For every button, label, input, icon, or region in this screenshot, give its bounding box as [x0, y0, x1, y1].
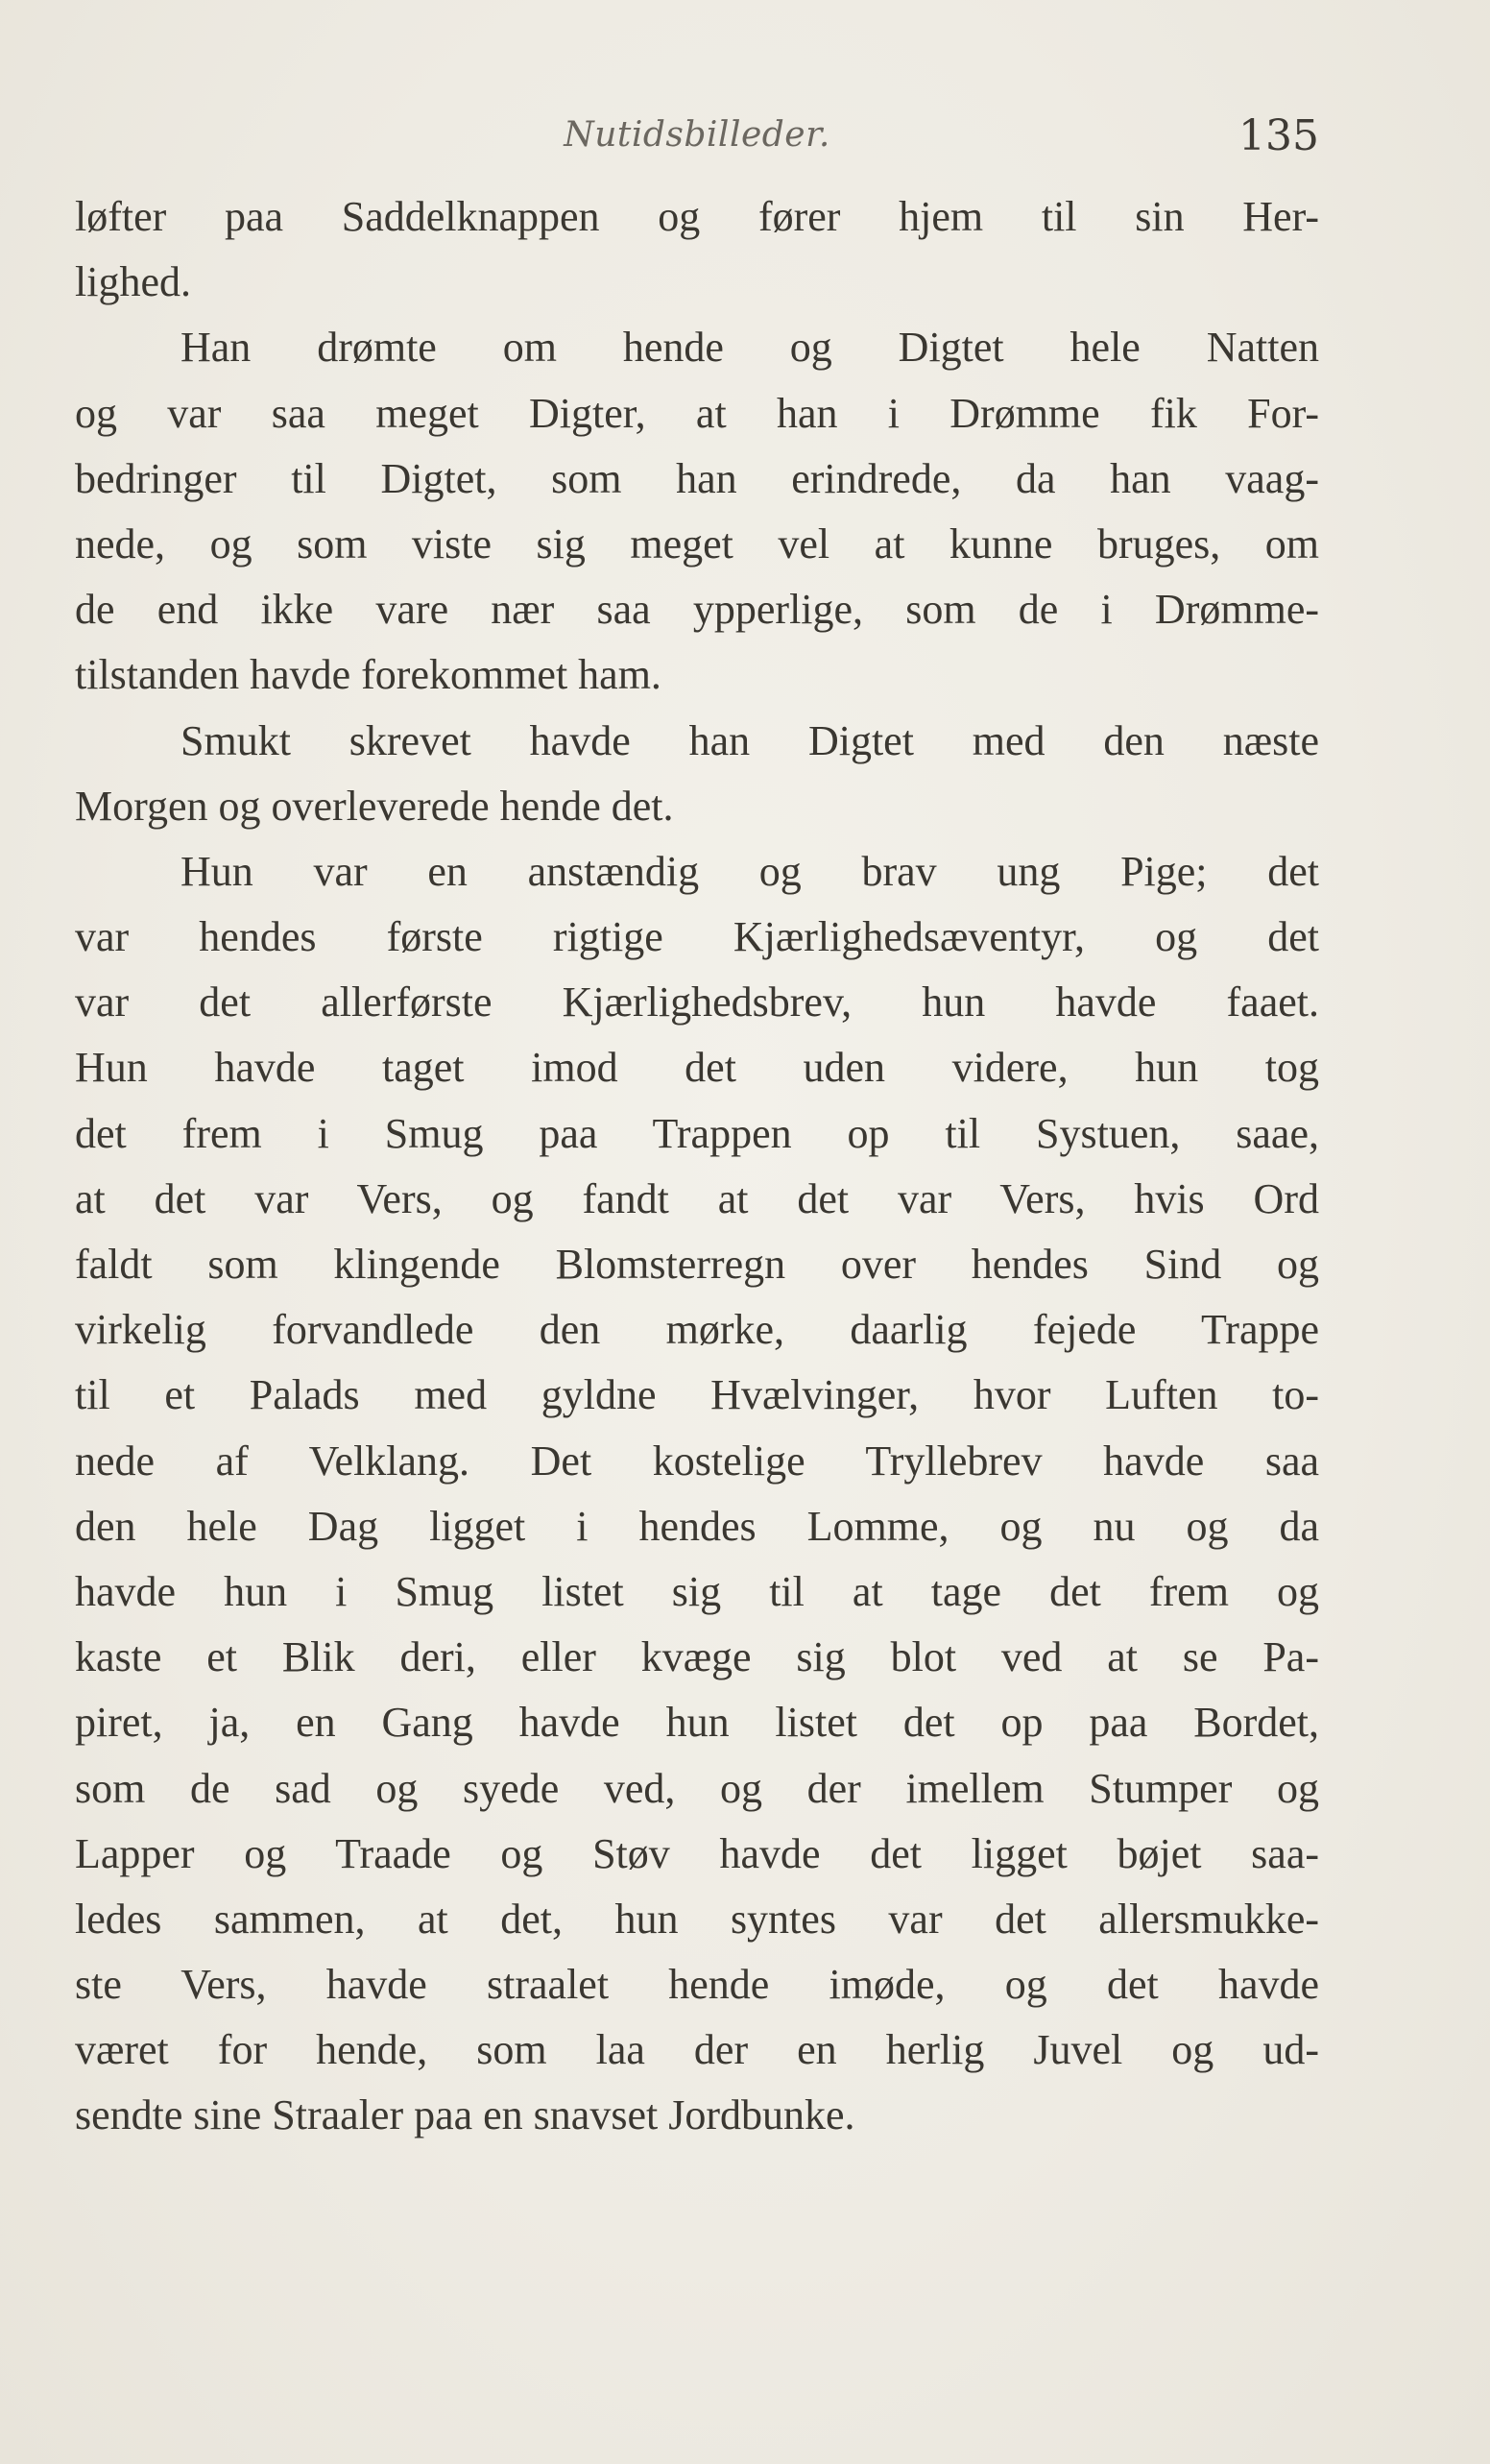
page-number: 135	[1238, 111, 1319, 160]
text-line: piret, ja, en Gang havde hun listet det op paa Bordet,	[75, 1699, 1319, 1747]
text-line: ledes sammen, at det, hun syntes var det allersmukke-	[75, 1895, 1319, 1943]
body-text	[75, 184, 1319, 2149]
text-line: faldt som klingende Blomsterregn over hendes Sind og	[75, 1241, 1319, 1288]
text-line: Morgen og overleverede hende det.	[75, 782, 674, 830]
text-line: at det var Vers, og fandt at det var Vers, hvis Ord	[75, 1174, 1319, 1222]
text-line: Hun var en anstændig og brav ung Pige; det	[180, 847, 1319, 895]
text-line: og var saa meget Digter, at han i Drømme fik For-	[75, 389, 1319, 437]
running-head	[75, 111, 1319, 169]
text-line: nede, og som viste sig meget vel at kunne bruges, om	[75, 519, 1319, 568]
text-line: tilstanden havde forekommet ham.	[75, 651, 661, 699]
running-head-title: Nutidsbilleder.	[564, 115, 830, 155]
text-line: løfter paa Saddelknappen og fører hjem til sin Her-	[75, 193, 1319, 240]
text-line: Hun havde taget imod det uden videre, hun tog	[75, 1044, 1319, 1092]
text-line: Han drømte om hende og Digtet hele Natten	[180, 324, 1319, 372]
text-line: nede af Velklang. Det kostelige Tryllebrev havde saa	[75, 1437, 1319, 1485]
text-line: Smukt skrevet havde han Digtet med den næste	[180, 716, 1319, 764]
text-line: været for hende, som laa der en herlig Juvel og ud-	[75, 2026, 1319, 2074]
text-line: bedringer til Digtet, som han erindrede, da han vaag-	[75, 454, 1319, 502]
text-line: til et Palads med gyldne Hvælvinger, hvor Luften to-	[75, 1371, 1319, 1419]
text-line: det frem i Smug paa Trappen op til Systuen, saae,	[75, 1109, 1319, 1157]
text-line: sendte sine Straaler paa en snavset Jordbunke.	[75, 2091, 855, 2139]
text-line: ste Vers, havde straalet hende imøde, og det havde	[75, 1961, 1319, 2009]
text-line: virkelig forvandlede den mørke, daarlig fejede Trappe	[75, 1306, 1319, 1354]
text-line: havde hun i Smug listet sig til at tage det frem og	[75, 1567, 1319, 1615]
text-line: var hendes første rigtige Kjærlighedsæventyr, og det	[75, 913, 1319, 961]
text-line: som de sad og syede ved, og der imellem Stumper og	[75, 1764, 1319, 1812]
text-line: var det allerførste Kjærlighedsbrev, hun havde faaet.	[75, 978, 1319, 1027]
text-line: lighed.	[75, 258, 191, 306]
text-line: den hele Dag ligget i hendes Lomme, og nu og da	[75, 1502, 1319, 1550]
text-line: kaste et Blik deri, eller kvæge sig blot ved at se Pa-	[75, 1633, 1319, 1681]
text-line: de end ikke vare nær saa ypperlige, som de i Drømme-	[75, 586, 1319, 634]
text-line: Lapper og Traade og Støv havde det ligget bøjet saa-	[75, 1829, 1319, 1877]
